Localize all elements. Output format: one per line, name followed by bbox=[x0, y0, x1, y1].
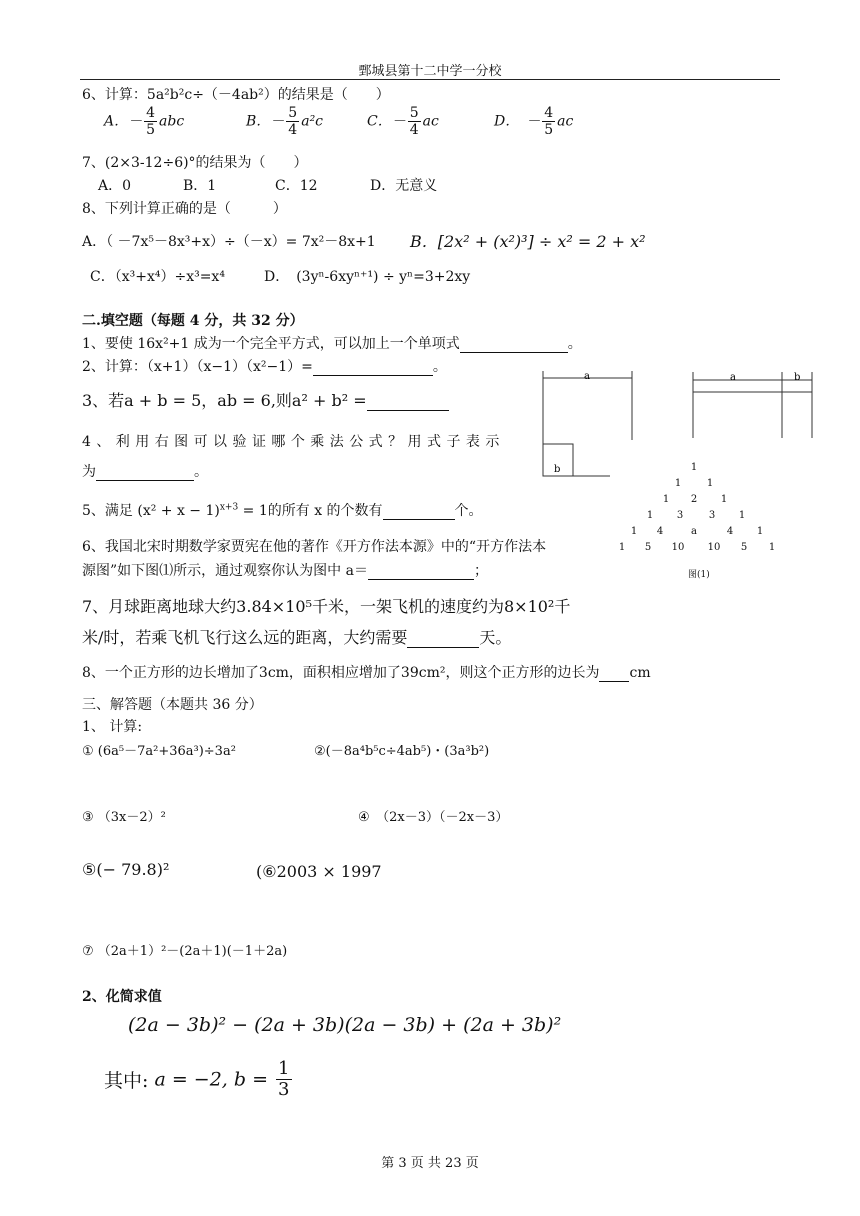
calc-6: (⑥2003 × 1997 bbox=[256, 862, 382, 881]
triangle-value: 1 bbox=[646, 510, 654, 521]
calc-1: ① (6a⁵－7a²+36a³)÷3a² bbox=[82, 744, 236, 759]
q7-option-a: A．0 bbox=[98, 178, 132, 194]
triangle-value: 10 bbox=[671, 542, 685, 553]
triangle-value: 1 bbox=[674, 478, 682, 489]
jia-xian-triangle bbox=[610, 462, 780, 562]
fill-q4-blank[interactable] bbox=[96, 464, 194, 481]
fill-q7-line1: 7、月球距离地球大约3.84×10⁵千米，一架飞机的速度约为8×10²千 bbox=[82, 597, 571, 616]
triangle-value: 4 bbox=[656, 526, 664, 537]
q7-option-d: D．无意义 bbox=[370, 178, 438, 194]
fill-q8: 8、一个正方形的边长增加了3cm，面积相应增加了39cm²，则这个正方形的边长为 cm bbox=[82, 665, 651, 681]
triangle-value: 2 bbox=[690, 494, 698, 505]
fill-q1: 1、要使 16x²+1 成为一个完全平方式，可以加上一个单项式 。 bbox=[82, 336, 582, 352]
triangle-value: 1 bbox=[618, 542, 626, 553]
fill-q2: 2、计算：（x+1）（x−1）（x²−1）= 。 bbox=[82, 359, 447, 375]
simplify-expression: (2a − 3b)² − (2a + 3b)(2a − 3b) + (2a + 3b)² bbox=[128, 1014, 562, 1036]
triangle-value: 1 bbox=[768, 542, 776, 553]
q6-text: 6、计算：5a²b²c÷（－4ab²）的结果是（ ） bbox=[82, 87, 390, 103]
q7-text: 7、(2×3-12÷6)°的结果为（ ） bbox=[82, 155, 308, 171]
q8-option-a: A．（ －7x⁵－8x³+x）÷（－x）= 7x²－8x+1 bbox=[82, 234, 376, 250]
triangle-value: 3 bbox=[676, 510, 684, 521]
calc-7: ⑦ （2a＋1）²－(2a＋1)(－1＋2a) bbox=[82, 944, 288, 959]
calc-4: ④ （2x－3）（－2x－3） bbox=[358, 810, 509, 825]
q6-option-d: D． － $\frac{4}{5}$ ac bbox=[494, 105, 574, 138]
fig-left-label-a: a bbox=[584, 371, 590, 382]
school-header: 鄄城县第十二中学一分校 bbox=[358, 64, 502, 79]
calc-3: ③ （3x－2）² bbox=[82, 810, 166, 825]
triangle-value: 1 bbox=[738, 510, 746, 521]
q8-text: 8、下列计算正确的是（ ） bbox=[82, 201, 287, 217]
header-rule bbox=[80, 79, 780, 80]
fill-q3: 3、若a + b = 5，ab = 6,则a² + b² = bbox=[82, 388, 449, 411]
where-clause: 其中: a = −2, b = $\frac{1}{3}$ bbox=[104, 1058, 290, 1100]
q8-option-b: B．[2x² + (x²)³] ÷ x² = 2 + x² bbox=[410, 232, 646, 251]
fill-q5-blank[interactable] bbox=[383, 503, 455, 520]
q8-option-d: D． (3yⁿ-6xyⁿ⁺¹) ÷ yⁿ=3+2xy bbox=[264, 269, 471, 285]
rect-figure-right bbox=[690, 368, 820, 448]
q7-option-b: B．1 bbox=[183, 178, 217, 194]
fill-q4-line2: 为 。 bbox=[82, 464, 208, 480]
q6-option-c: C．－ $\frac{5}{4}$ ac bbox=[367, 105, 439, 138]
calc-5: ⑤(− 79.8)² bbox=[82, 860, 170, 879]
q6-option-a: A．－ $\frac{4}{5}$ abc bbox=[104, 105, 185, 138]
fill-q6-blank[interactable] bbox=[368, 563, 474, 580]
fill-q6-line2: 源图”如下图⑴所示，通过观察你认为图中 a＝ ； bbox=[82, 563, 488, 579]
part2-title: 二.填空题（每题 4 分，共 32 分） bbox=[82, 313, 304, 329]
fill-q3-blank[interactable] bbox=[367, 391, 449, 411]
fill-q7-blank[interactable] bbox=[407, 628, 479, 648]
fill-q4-line1: 4 、 利 用 右 图 可 以 验 证 哪 个 乘 法 公 式 ？ 用 式 子 表 示 bbox=[82, 434, 500, 450]
page-footer: 第 3 页 共 23 页 bbox=[381, 1156, 479, 1171]
triangle-value: 1 bbox=[720, 494, 728, 505]
fill-q8-blank[interactable] bbox=[599, 665, 629, 682]
triangle-value: 1 bbox=[630, 526, 638, 537]
fill-q6-line1: 6、我国北宋时期数学家贾宪在他的著作《开方作法本源》中的“开方作法本 bbox=[82, 539, 547, 555]
fig-right-label-a: a bbox=[730, 372, 736, 383]
q8-option-c: C．（x³+x⁴）÷x³=x⁴ bbox=[90, 269, 225, 285]
fill-q5: 5、满足 $(x^2 + x - 1)^{x+3} = 1$的所有 x 的个数有 个。 bbox=[82, 502, 483, 519]
triangle-value: 1 bbox=[756, 526, 764, 537]
triangle-value: 1 bbox=[706, 478, 714, 489]
triangle-value: 1 bbox=[662, 494, 670, 505]
part3-title: 三、解答题（本题共 36 分） bbox=[82, 697, 263, 713]
triangle-value: 1 bbox=[690, 462, 698, 473]
fill-q7-line2: 米/时，若乘飞机飞行这么远的距离，大约需要 天。 bbox=[82, 628, 512, 647]
triangle-value: 4 bbox=[726, 526, 734, 537]
triangle-caption: 图(1) bbox=[688, 570, 710, 580]
fig-right-label-b: b bbox=[794, 372, 801, 383]
triangle-value: a bbox=[691, 526, 697, 537]
part3-sub2: 2、化简求值 bbox=[82, 989, 162, 1005]
triangle-value: 5 bbox=[644, 542, 652, 553]
fill-q1-blank[interactable] bbox=[460, 336, 568, 353]
fig-left-label-b: b bbox=[554, 464, 561, 475]
fill-q2-blank[interactable] bbox=[313, 359, 433, 376]
triangle-value: 10 bbox=[707, 542, 721, 553]
triangle-value: 3 bbox=[708, 510, 716, 521]
q6-option-b: B．－ $\frac{5}{4}$ a²c bbox=[246, 105, 324, 138]
q7-option-c: C．12 bbox=[275, 178, 318, 194]
calc-2: ②(－8a⁴b⁵c÷4ab⁵)・(3a³b²) bbox=[314, 744, 490, 759]
part3-sub1: 1、 计算: bbox=[82, 719, 143, 735]
triangle-value: 5 bbox=[740, 542, 748, 553]
